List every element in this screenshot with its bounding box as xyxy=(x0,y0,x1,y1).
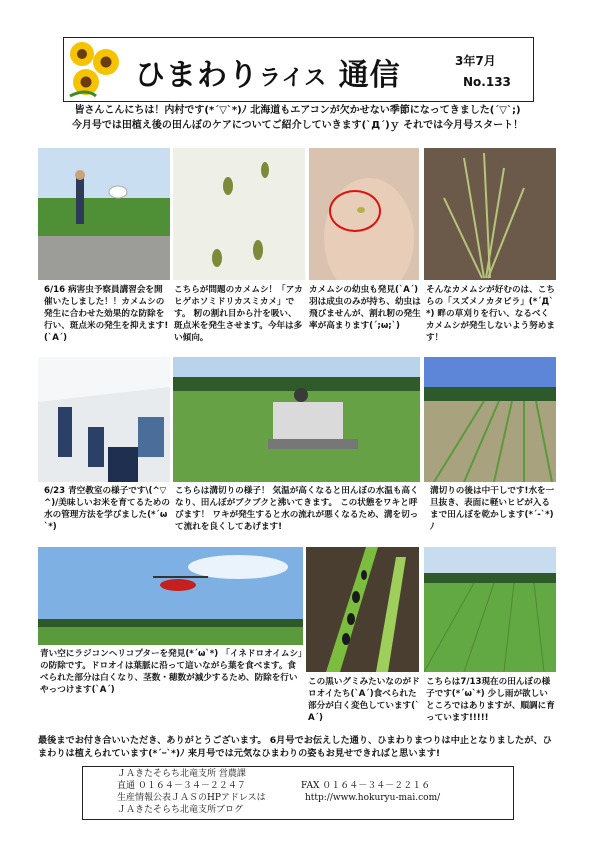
photo-rice-field-july xyxy=(424,547,556,672)
photo-stink-bug xyxy=(173,148,305,280)
phone-number: 直通 ０１６４－３４－２２４７ xyxy=(117,781,246,791)
caption-rc-helicopter: 青い空にラジコンヘリコプターを発見(*´ω`*) 「イネドロオイムシ」の防除です。ドロオイは葉脈に沿って這いながら葉を食べます。食べられた部分は白くなり、茎数・穂数が減少するため、防除を行いやっつけます(`A´) xyxy=(40,649,303,695)
org-name: ＪＡきたそらち北竜支所 営農課 xyxy=(117,769,246,779)
issue-number: No.133 xyxy=(463,75,511,89)
caption-bug-larva: カメムシの幼虫も発見(`A´) 羽は成虫のみが持ち、幼虫は飛びませんが、割れ籾の発生率が高まります(´;ω;`) xyxy=(309,285,421,331)
photo-bug-larva xyxy=(309,148,419,280)
sunflower-icon xyxy=(66,40,124,98)
closing-text: 最後までお付き合いいただき、ありがとうございます。 6月号でお伝えした通り、ひまわりまつりは中止となりましたが、ひまわりは植えられています(*´ｰ`*)ﾉ 来月号では元気なひまわりの姿もお見せできればと思います! xyxy=(38,735,552,759)
caption-rice-field-july: こちらは7/13現在の田んぼの様子です(*´ω`*) 少し雨が欲しいところではありますが、順調に育っています!!!!! xyxy=(426,677,555,723)
caption-outdoor-class: 6/23 青空教室の様子です\(^▽^)/美味しいお米を育てるための水の管理方法を学びました(*´ω`*) xyxy=(44,486,170,532)
fax-number: FAX ０１６４－３４－２２１６ xyxy=(301,781,431,791)
newsletter-title: ひまわりライス 通信 xyxy=(135,58,401,93)
web-label: 生産情報公表ＪＡＳのHPアドレスは xyxy=(117,793,266,803)
caption-ditch-cutting: こちらは溝切りの様子！ 気温が高くなると田んぼの水温も高くなり、田んぼがブクブクと沸いてきます。 この状態をワキと呼びます！ ワキが発生すると水の流れが悪くなるため、溝を切って流れを良くしてあげます! xyxy=(175,486,419,532)
issue-date: 3年7月 xyxy=(455,54,496,68)
caption-leaf-beetle: この黒いグミみたいなのがドロオイたち(`A´)食べられた部分が白く変色しています(`A´) xyxy=(308,677,420,723)
website-link[interactable]: http://www.hokuryu-mai.com/ xyxy=(305,793,441,803)
highlight-circle xyxy=(329,190,381,232)
photo-leaf-beetle-larvae xyxy=(306,547,419,672)
photo-mid-drainage xyxy=(424,357,556,482)
photo-ditch-cutting xyxy=(173,357,420,482)
photo-pest-survey xyxy=(38,148,170,280)
photo-annual-bluegrass xyxy=(424,148,556,280)
blog-label[interactable]: ＪＡきたそらち北竜支所ブログ xyxy=(117,805,244,815)
intro-text: 皆さんこんにちは！内村です(*´▽`*)ﾉ 北海道もエアコンが欠かせない季節になってきました(´▽`;) 今月号では田植え後の田んぼのケアについてご紹介していきます(`Д´)ｙ それでは今月号スタート！ xyxy=(71,105,524,131)
photo-outdoor-class xyxy=(38,357,170,482)
contact-box xyxy=(82,766,514,820)
photo-rc-helicopter xyxy=(38,547,303,645)
caption-mid-drainage: 溝切りの後は中干しです!水を一旦抜き、表面に軽いヒビが入るまで田んぼを乾かします(*´-`*)ﾉ xyxy=(430,486,555,532)
caption-pest-survey: 6/16 病害虫予察員講習会を開催いたしました！！カメムシの発生に合わせた効果的な防除を行い、斑点米の発生を抑えます!(`A´) xyxy=(44,285,169,343)
caption-bluegrass: そんなカメムシが好むのは、こちらの「スズメノカタビラ」(*´Д`*) 畔の草刈りを行い、なるべくカメムシが発生しないよう努めます！ xyxy=(426,285,555,343)
caption-stink-bug: こちらが問題のカメムシ！「アカヒゲホソミドリカスミカメ」です。 籾の割れ目から汁を吸い、斑点米を発生させます。今年は多い傾向。 xyxy=(174,285,303,343)
